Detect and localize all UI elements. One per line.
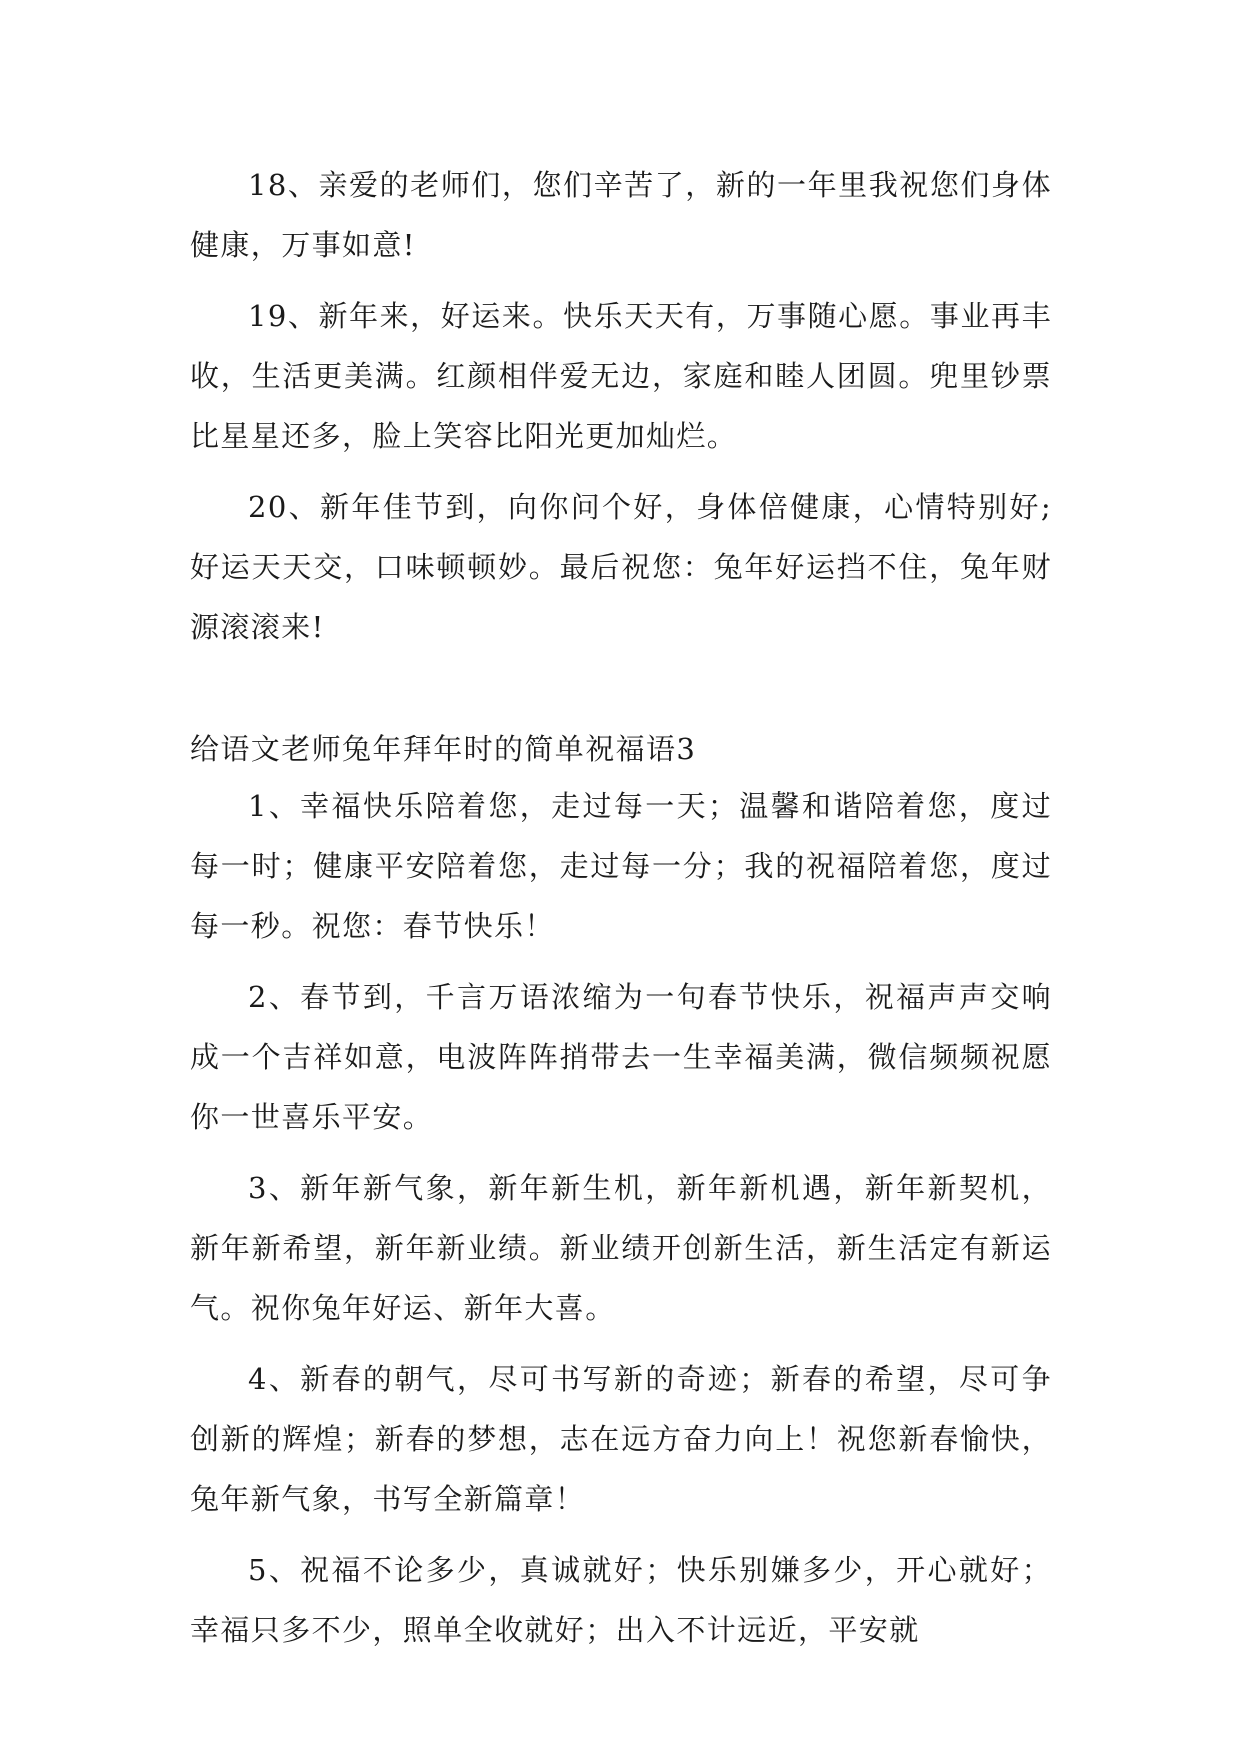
paragraph-1: 1、幸福快乐陪着您，走过每一天；温馨和谐陪着您，度过每一时；健康平安陪着您，走过每一分；我的祝福陪着您，度过每一秒。祝您：春节快乐！ [190,789,1052,943]
section-title: 给语文老师兔年拜年时的简单祝福语3 [190,732,697,766]
paragraph-5: 5、祝福不论多少，真诚就好；快乐别嫌多少，开心就好；幸福只多不少，照单全收就好；出入不计远近，平安就 [190,1553,1052,1647]
paragraph-20: 20、新年佳节到，向你问个好，身体倍健康，心情特别好;好运天天交，口味顿顿妙。最后祝您：兔年好运挡不住，兔年财源滚滚来! [190,490,1052,644]
paragraph-4: 4、新春的朝气，尽可书写新的奇迹；新春的希望，尽可争创新的辉煌；新春的梦想，志在远方奋力向上！祝您新春愉快，兔年新气象，书写全新篇章！ [190,1362,1052,1516]
paragraph-2: 2、春节到，千言万语浓缩为一句春节快乐，祝福声声交响成一个吉祥如意，电波阵阵捎带去一生幸福美满，微信频频祝愿你一世喜乐平安。 [190,980,1052,1134]
paragraph-19: 19、新年来，好运来。快乐天天有，万事随心愿。事业再丰收，生活更美满。红颜相伴爱无边，家庭和睦人团圆。兜里钞票比星星还多，脸上笑容比阳光更加灿烂。 [190,299,1052,453]
paragraph-18: 18、亲爱的老师们，您们辛苦了，新的一年里我祝您们身体健康，万事如意! [190,168,1052,262]
paragraph-3: 3、新年新气象，新年新生机，新年新机遇，新年新契机，新年新希望，新年新业绩。新业绩开创新生活，新生活定有新运气。祝你兔年好运、新年大喜。 [190,1171,1052,1325]
document-body [190,155,1052,1671]
